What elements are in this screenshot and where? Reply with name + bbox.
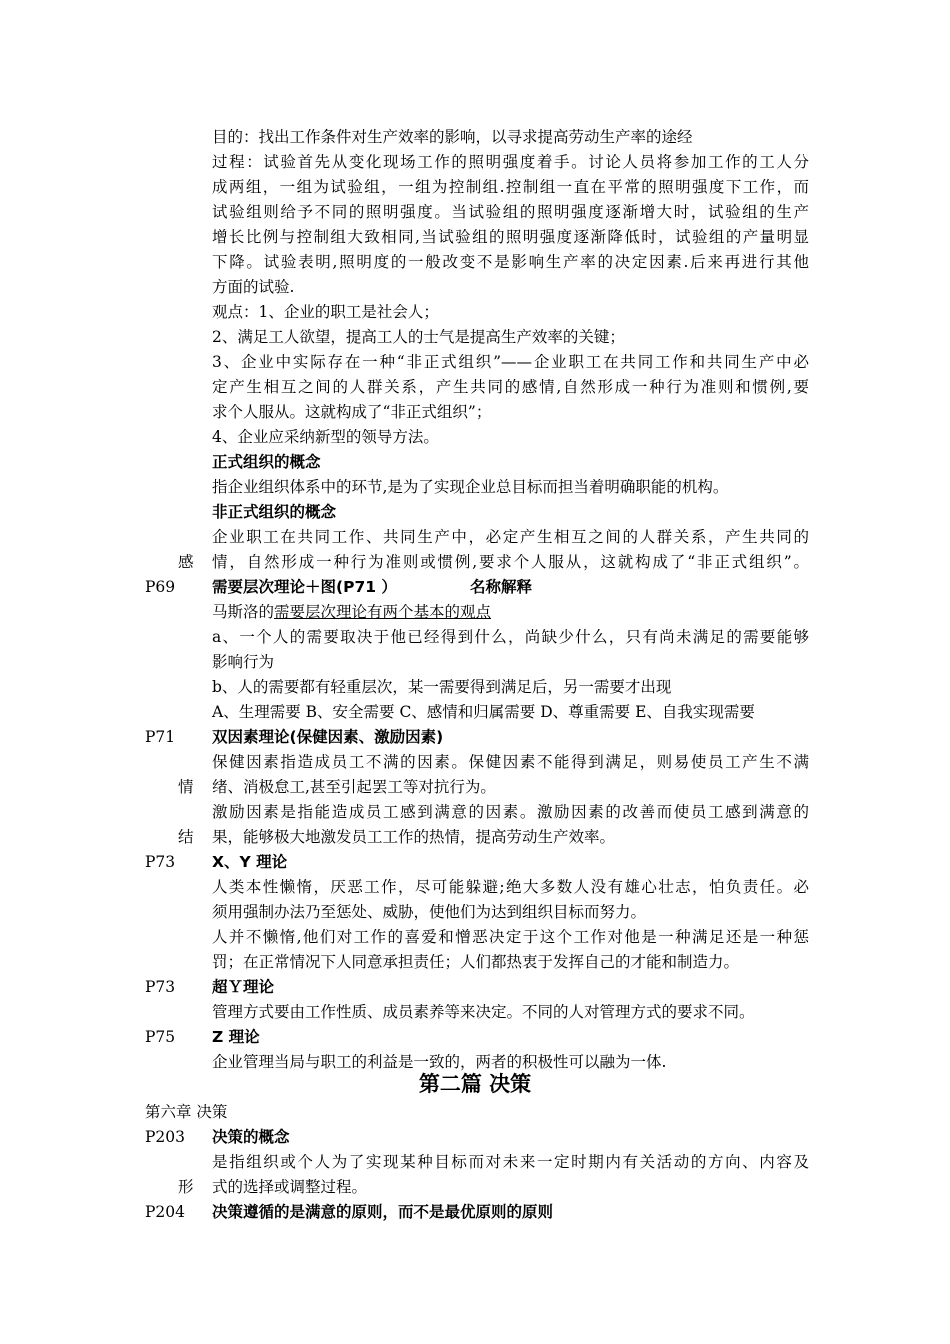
- text-line: 成两组，一组为试验组，一组为控制组.控制组一直在平常的照明强度下工作，而: [212, 178, 809, 196]
- section-heading: 非正式组织的概念: [212, 503, 337, 521]
- section-heading: 需要层次理论＋图(P71 ）: [212, 578, 397, 596]
- margin-char: 结: [178, 828, 194, 846]
- margin-char: 情: [178, 778, 194, 796]
- text-line: 方面的试验.: [212, 278, 295, 296]
- text-line: 过程：试验首先从变化现场工作的照明强度着手。讨论人员将参加工作的工人分: [212, 153, 809, 171]
- text-line: 人并不懒惰,他们对工作的喜爱和憎恶决定于这个工作对他是一种满足还是一种惩: [212, 928, 809, 946]
- text-line: A、生理需要 B、安全需要 C、感情和归属需要 D、尊重需要 E、自我实现需要: [212, 703, 755, 721]
- text-line: 增长比例与控制组大致相同,当试验组的照明强度逐渐降低时，试验组的产量明显: [212, 228, 809, 246]
- text-line: 激励因素是指能造成员工感到满意的因素。激励因素的改善而使员工感到满意的: [212, 803, 809, 821]
- text-line: b、人的需要都有轻重层次，某一需要得到满足后，另一需要才出现: [212, 678, 672, 696]
- part-title: 第二篇 决策: [418, 1072, 532, 1096]
- text-line: 情，自然形成一种行为准则或惯例,要求个人服从，这就构成了“非正式组织”。: [212, 553, 809, 571]
- text-line: 人类本性懒惰，厌恶工作，尽可能躲避;绝大多数人没有雄心壮志，怕负责任。必: [212, 878, 809, 896]
- text-line: 式的选择或调整过程。: [212, 1178, 368, 1196]
- text-line: 试验组则给予不同的照明强度。当试验组的照明强度逐渐增大时，试验组的生产: [212, 203, 809, 221]
- text-span: 马斯洛的: [212, 603, 275, 621]
- text-line: 4、企业应采纳新型的领导方法。: [212, 428, 439, 446]
- page-ref: P203: [145, 1128, 186, 1146]
- section-heading: X、Y 理论: [212, 853, 288, 871]
- text-line: a、一个人的需要取决于他已经得到什么，尚缺少什么，只有尚未满足的需要能够: [212, 628, 809, 646]
- text-line: 企业管理当局与职工的利益是一致的，两者的积极性可以融为一体.: [212, 1053, 667, 1071]
- text-line: 果，能够极大地激发员工工作的热情，提高劳动生产效率。: [212, 828, 616, 846]
- text-line: 观点：1、企业的职工是社会人；: [212, 303, 439, 321]
- section-heading: 正式组织的概念: [212, 453, 321, 471]
- section-heading: 决策的概念: [212, 1128, 290, 1146]
- page-ref: P204: [145, 1203, 186, 1221]
- margin-char: 形: [178, 1178, 194, 1196]
- section-heading: 双因素理论(保健因素、激励因素): [212, 728, 444, 746]
- text-line: 管理方式要由工作性质、成员素养等来决定。不同的人对管理方式的要求不同。: [212, 1003, 755, 1021]
- section-heading: Z 理论: [212, 1028, 260, 1046]
- text-line: 罚；在正常情况下人同意承担责任；人们都热衷于发挥自己的才能和制造力。: [212, 953, 740, 971]
- text-line: 须用强制办法乃至惩处、威胁，使他们为达到组织目标而努力。: [212, 903, 647, 921]
- text-line: 3、企业中实际存在一种“非正式组织”——企业职工在共同工作和共同生产中必: [212, 353, 809, 371]
- section-heading: 决策遵循的是满意的原则，而不是最优原则的原则: [212, 1203, 554, 1221]
- text-line: 定产生相互之间的人群关系，产生共同的感情,自然形成一种行为准则和惯例,要: [212, 378, 809, 396]
- text-line: 指企业组织体系中的环节,是为了实现企业总目标而担当着明确职能的机构。: [212, 478, 729, 496]
- text-line: 2、满足工人欲望，提高工人的士气是提高生产效率的关键；: [212, 328, 625, 346]
- text-line: 是指组织或个人为了实现某种目标而对未来一定时期内有关活动的方向、内容及: [212, 1153, 809, 1171]
- margin-char: 感: [178, 553, 194, 571]
- text-line: 保健因素指造成员工不满的因素。保健因素不能得到满足，则易使员工产生不满: [212, 753, 809, 771]
- text-line: 目的：找出工作条件对生产效率的影响，以寻求提高劳动生产率的途经: [212, 128, 693, 146]
- text-line: 企业职工在共同工作、共同生产中，必定产生相互之间的人群关系，产生共同的: [212, 528, 809, 546]
- chapter-title: 第六章 决策: [145, 1103, 228, 1121]
- text-line: 影响行为: [212, 653, 275, 671]
- heading-note: 名称解释: [470, 578, 533, 596]
- text-line: 求个人服从。这就构成了“非正式组织”；: [212, 403, 492, 421]
- text-line: 绪、消极怠工,甚至引起罢工等对抗行为。: [212, 778, 496, 796]
- underlined-text: 需要层次理论有两个基本的观点: [274, 603, 492, 621]
- text-line: [212, 602, 491, 622]
- page-ref: P69: [145, 578, 176, 596]
- page-ref: P71: [145, 728, 176, 746]
- page-ref: P73: [145, 853, 176, 871]
- page-ref: P73: [145, 978, 176, 996]
- page-ref: P75: [145, 1028, 176, 1046]
- section-heading: 超Ｙ理论: [212, 978, 275, 996]
- text-line: 下降。试验表明,照明度的一般改变不是影响生产率的决定因素.后来再进行其他: [212, 253, 809, 271]
